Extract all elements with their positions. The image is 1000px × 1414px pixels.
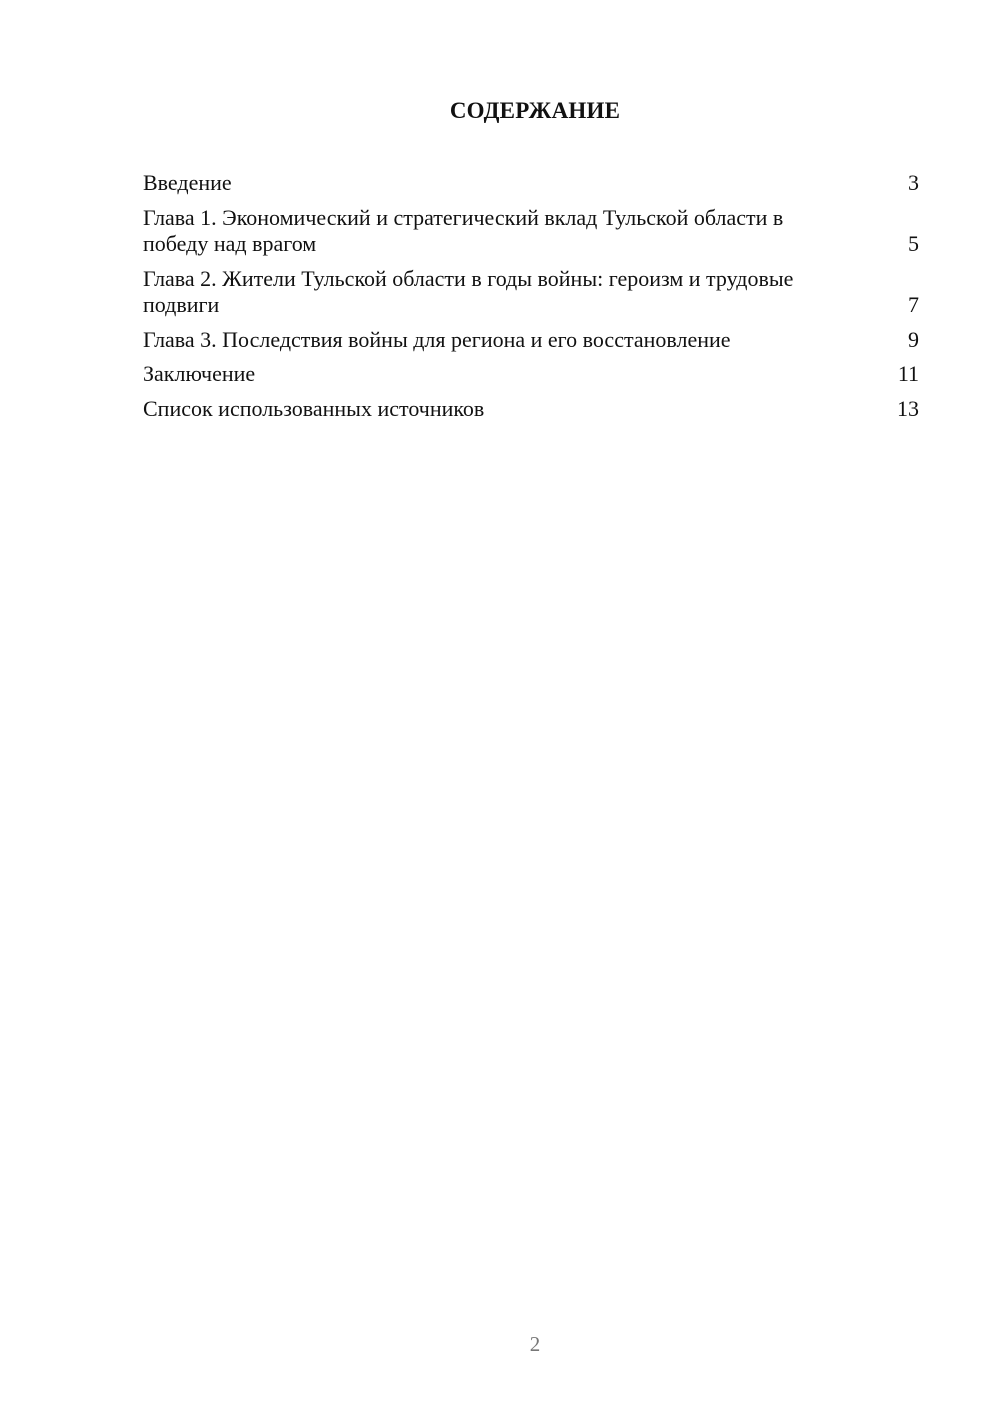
toc-entry-text: Глава 1. Экономический и стратегический вклад Тульской области в победу над врагом [143, 204, 784, 256]
toc-entry-text: Глава 3. Последствия войны для региона и его восстановление [143, 326, 731, 352]
toc-entry-references [143, 396, 919, 423]
toc-entry-introduction [143, 170, 919, 197]
page-title: СОДЕРЖАНИЕ [449, 98, 621, 123]
toc-entry-page: 7 [908, 292, 919, 317]
page-number: 2 [529, 1332, 541, 1356]
toc-entry-chapter-3 [143, 327, 919, 354]
table-of-contents [143, 170, 919, 430]
toc-entry-text: Заключение [143, 361, 256, 386]
toc-entry-chapter-1 [143, 205, 919, 258]
toc-entry-page: 11 [897, 361, 919, 386]
toc-entry-page: 13 [897, 395, 919, 421]
toc-entry-page: 9 [908, 326, 919, 352]
toc-entry-conclusion [143, 361, 919, 388]
toc-entry-page: 3 [908, 170, 919, 195]
toc-entry-chapter-2 [143, 266, 919, 319]
toc-entry-text: Список использованных источников [143, 395, 485, 421]
toc-entry-text: Глава 2. Жители Тульской области в годы войны: героизм и трудовые подвиги [143, 265, 794, 317]
toc-entry-text: Введение [143, 170, 232, 195]
toc-entry-page: 5 [908, 231, 919, 256]
